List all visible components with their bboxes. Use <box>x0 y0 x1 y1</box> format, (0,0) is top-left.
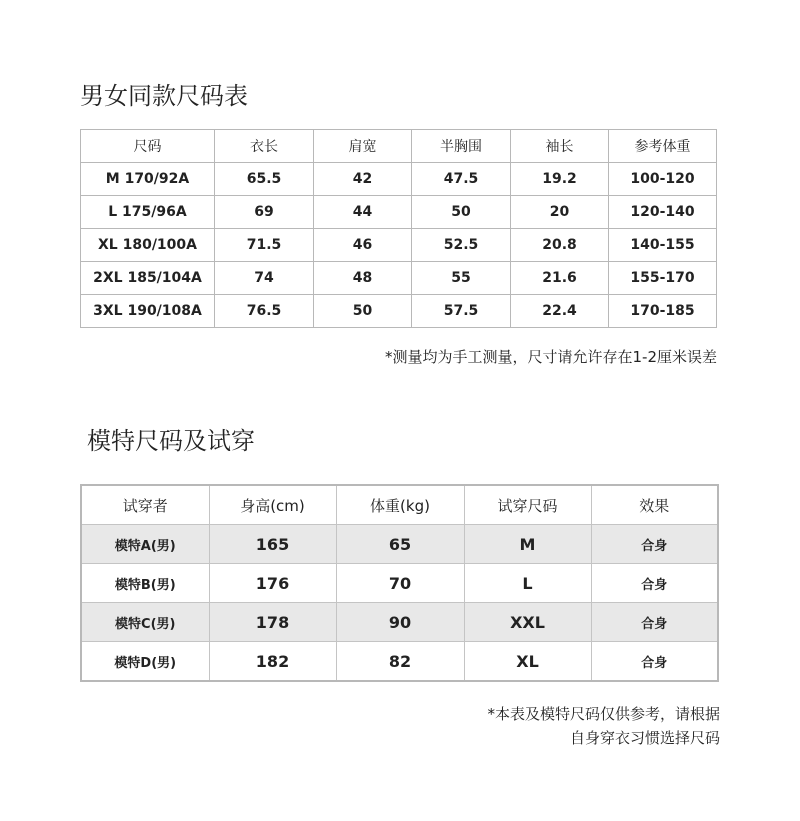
table-cell: 100-120 <box>609 163 717 196</box>
model-fitting-table <box>80 484 719 682</box>
size-cell: M 170/92A <box>81 163 215 196</box>
table-cell: 170-185 <box>609 295 717 328</box>
fit-result-cell: 合身 <box>591 642 718 682</box>
table-cell: 182 <box>209 642 336 682</box>
model-name-cell: 模特B(男) <box>81 564 209 603</box>
header-cell: 试穿者 <box>81 485 209 525</box>
table-row <box>81 229 717 262</box>
table-cell: 52.5 <box>412 229 511 262</box>
model-name-cell: 模特A(男) <box>81 525 209 564</box>
table-cell: 178 <box>209 603 336 642</box>
size-cell: 3XL 190/108A <box>81 295 215 328</box>
header-cell: 衣长 <box>215 130 314 163</box>
table-cell: 57.5 <box>412 295 511 328</box>
table-cell: M <box>464 525 591 564</box>
table-cell: 120-140 <box>609 196 717 229</box>
table-cell: 74 <box>215 262 314 295</box>
table-cell: 90 <box>336 603 464 642</box>
reference-note-line: 自身穿衣习惯选择尺码 <box>569 729 720 747</box>
fit-result-cell: 合身 <box>591 603 718 642</box>
table-cell: 70 <box>336 564 464 603</box>
table-cell: 65 <box>336 525 464 564</box>
table-row <box>81 525 718 564</box>
table-cell: 55 <box>412 262 511 295</box>
table-row <box>81 642 718 682</box>
table-cell: L <box>464 564 591 603</box>
table-cell: 65.5 <box>215 163 314 196</box>
table-row <box>81 262 717 295</box>
table-cell: 20.8 <box>511 229 609 262</box>
measurement-note: *测量均为手工测量，尺寸请允许存在1-2厘米误差 <box>384 348 717 366</box>
table-row <box>81 295 717 328</box>
table-cell: 21.6 <box>511 262 609 295</box>
table-row <box>81 163 717 196</box>
header-cell: 肩宽 <box>314 130 412 163</box>
fit-result-cell: 合身 <box>591 525 718 564</box>
model-name-cell: 模特D(男) <box>81 642 209 682</box>
table-row <box>81 564 718 603</box>
table-row <box>81 196 717 229</box>
table-cell: 46 <box>314 229 412 262</box>
table-cell: 19.2 <box>511 163 609 196</box>
header-cell: 体重(kg) <box>336 485 464 525</box>
size-chart-table <box>80 129 717 328</box>
table-cell: 69 <box>215 196 314 229</box>
table-cell: 155-170 <box>609 262 717 295</box>
table-cell: 50 <box>412 196 511 229</box>
table-cell: 82 <box>336 642 464 682</box>
header-cell: 试穿尺码 <box>464 485 591 525</box>
table-cell: 71.5 <box>215 229 314 262</box>
header-cell: 身高(cm) <box>209 485 336 525</box>
table-header-row <box>81 130 717 163</box>
table-cell: 50 <box>314 295 412 328</box>
table-cell: 44 <box>314 196 412 229</box>
size-cell: XL 180/100A <box>81 229 215 262</box>
table-cell: 47.5 <box>412 163 511 196</box>
reference-note <box>487 702 720 750</box>
header-cell: 袖长 <box>511 130 609 163</box>
size-chart-title: 男女同款尺码表 <box>80 82 248 110</box>
size-cell: L 175/96A <box>81 196 215 229</box>
header-cell: 半胸围 <box>412 130 511 163</box>
table-cell: 165 <box>209 525 336 564</box>
table-cell: 176 <box>209 564 336 603</box>
table-cell: 20 <box>511 196 609 229</box>
size-cell: 2XL 185/104A <box>81 262 215 295</box>
table-cell: XXL <box>464 603 591 642</box>
header-cell: 参考体重 <box>609 130 717 163</box>
reference-note-line: *本表及模特尺码仅供参考，请根据 <box>487 705 720 723</box>
table-cell: 48 <box>314 262 412 295</box>
table-cell: 140-155 <box>609 229 717 262</box>
table-cell: 42 <box>314 163 412 196</box>
fit-result-cell: 合身 <box>591 564 718 603</box>
table-header-row <box>81 485 718 525</box>
table-cell: 22.4 <box>511 295 609 328</box>
header-cell: 效果 <box>591 485 718 525</box>
model-name-cell: 模特C(男) <box>81 603 209 642</box>
table-cell: XL <box>464 642 591 682</box>
table-cell: 76.5 <box>215 295 314 328</box>
model-section-title: 模特尺码及试穿 <box>87 427 255 455</box>
header-cell: 尺码 <box>81 130 215 163</box>
table-row <box>81 603 718 642</box>
